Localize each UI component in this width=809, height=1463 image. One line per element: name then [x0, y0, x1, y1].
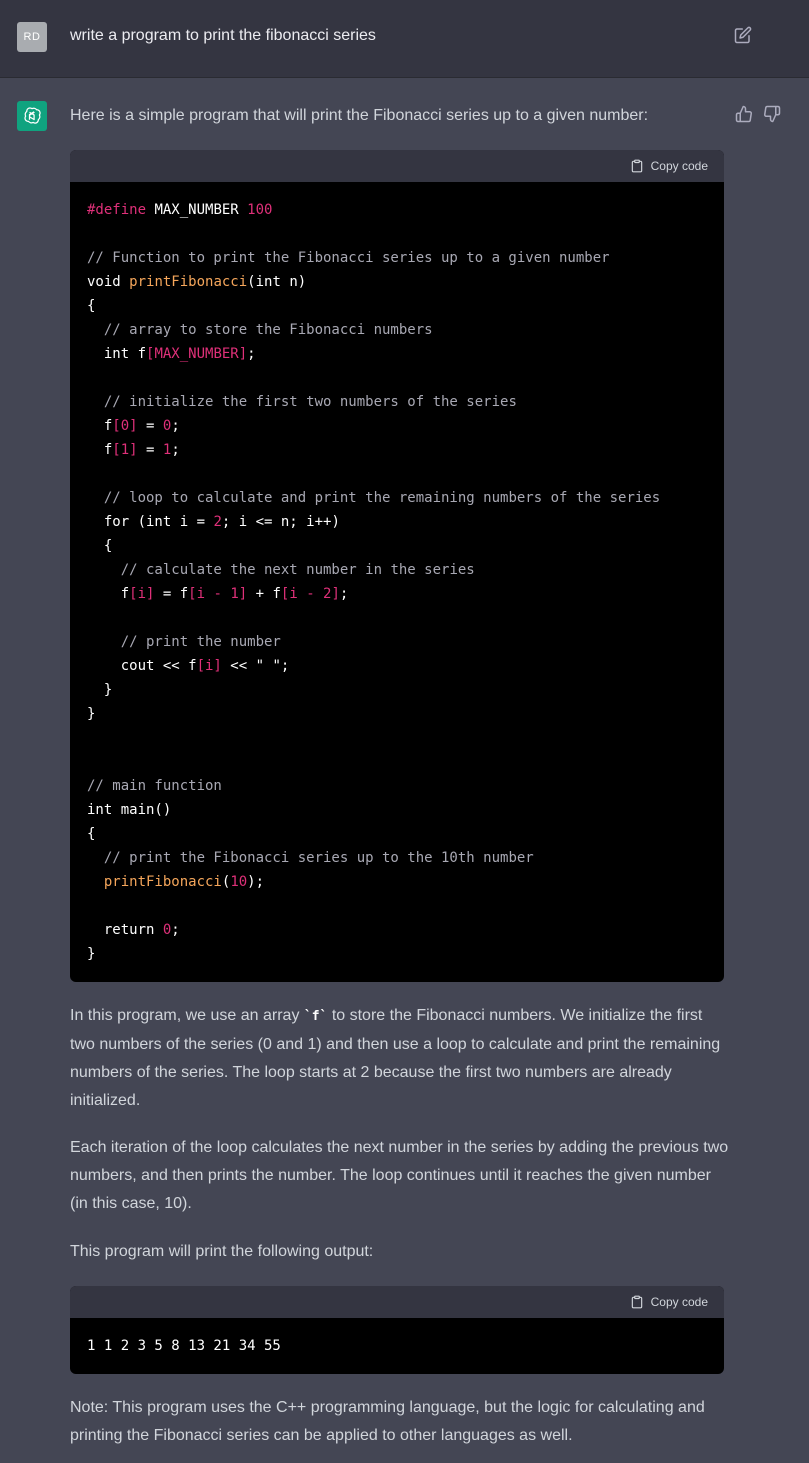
edit-icon[interactable] — [734, 26, 752, 44]
output-intro-text: This program will print the following output: — [70, 1243, 374, 1260]
copy-code-label: Copy code — [650, 159, 708, 173]
para1-before: In this program, we use an array — [70, 1007, 304, 1024]
explanation-paragraph-2: Each iteration of the loop calculates the next number in the series by adding the previous two numbers, and then prints the number. The loop continues until it reaches the given number (in this case, 10). — [70, 1139, 729, 1212]
output-content: 1 1 2 3 5 8 13 21 34 55 — [87, 1338, 281, 1354]
clipboard-icon — [630, 1295, 644, 1309]
explanation-paragraph-1 — [70, 1002, 730, 1115]
openai-logo-icon — [22, 106, 42, 126]
copy-code-button[interactable] — [630, 157, 708, 175]
assistant-intro-text: Here is a simple program that will print the Fibonacci series up to a given number: — [70, 107, 649, 124]
clipboard-icon — [630, 159, 644, 173]
code-block-output — [70, 1286, 724, 1374]
user-prompt-text: write a program to print the fibonacci series — [70, 27, 376, 44]
code-block-program — [70, 150, 724, 982]
note-paragraph: Note: This program uses the C++ programming language, but the logic for calculating and printing the Fibonacci series can be applied to other languages as well. — [70, 1399, 705, 1444]
user-message-row — [0, 0, 809, 78]
inline-code-f: `f` — [303, 1009, 328, 1024]
copy-code-label: Copy code — [650, 1295, 708, 1309]
user-avatar: RD — [17, 22, 47, 52]
thumbs-down-icon[interactable] — [763, 105, 781, 123]
assistant-avatar — [17, 101, 47, 131]
thumbs-up-icon[interactable] — [735, 105, 753, 123]
code-block-header — [70, 150, 724, 182]
para1-after: to store the Fibonacci numbers. We initialize the first two numbers of the series (0 and 1) and then use a loop to calculate and print the remaining numbers of the series. The loop starts at 2 because the first two numbers are already initialized. — [70, 1007, 721, 1109]
code-content: #define MAX_NUMBER 100 // Function to print the Fibonacci series up to a given number void printFibonacci(int n) { // array to store the Fibonacci numbers int f[MAX_NUMBER]; // initialize the first two numbers of the series f[0] = 0; f[1] = 1; // loop to calculate and print the remaining numbers of the series for (int i = 2; i <= n; i++) { // calculate the next number in the series f[i] = f[i - 1] + f[i - 2]; // print the number cout << f[i] << " "; } } // main function int main() { // print the Fibonacci series up to the 10th number printFibonacci(10); return 0; } — [87, 202, 661, 962]
copy-code-button[interactable] — [630, 1293, 708, 1311]
code-block-header — [70, 1286, 724, 1318]
